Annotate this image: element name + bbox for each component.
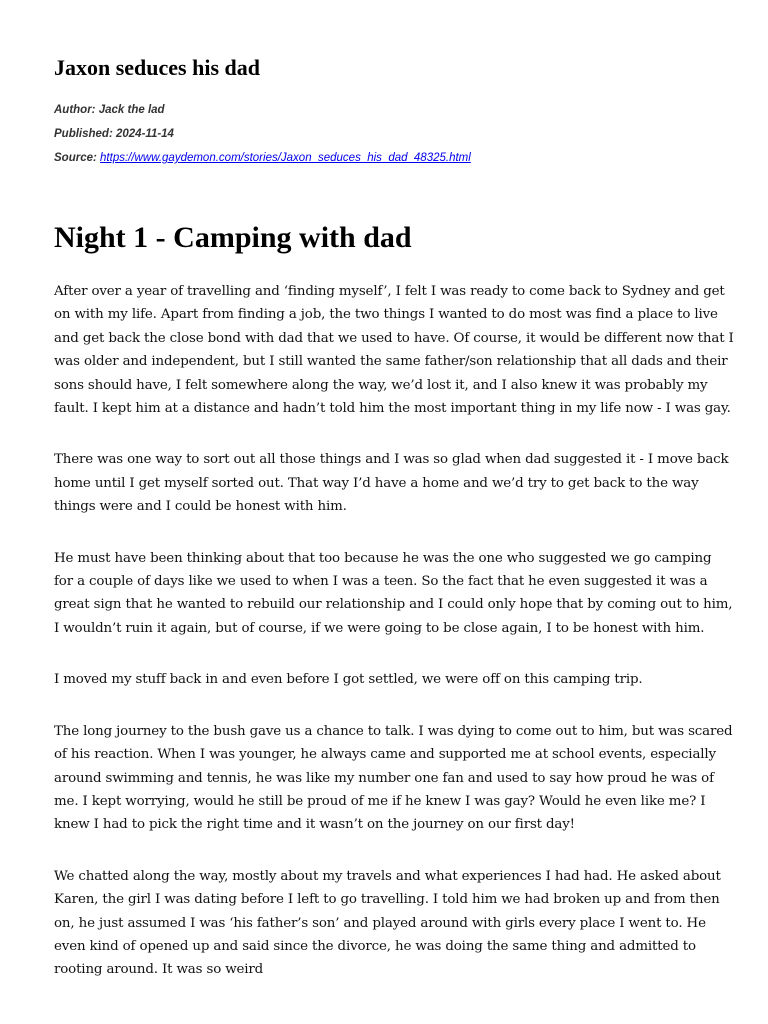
story-paragraph: I moved my stuff back in and even before I got settled, we were off on this camping trip. bbox=[54, 672, 643, 688]
story-paragraph: After over a year of travelling and ‘finding myself’, I felt I was ready to come back to Sydney and get on with my life. Apart from finding a job, the two things I wanted to do most was find a place to live and get back the close bond with dad that we used to have. Of course, it would be different now that I was older and independent, but I still wanted the same father/son relationship that all dads and their sons should have, I felt somewhere along the way, we’d lost it, and I also knew it was probably my fault. I kept him at a distance and hadn’t told him the most important thing in my life now - I was gay. bbox=[54, 284, 734, 417]
story-paragraph: We chatted along the way, mostly about my travels and what experiences I had had. He asked about Karen, the girl I was dating before I left to go travelling. I told him we had broken up and from then on, he just assumed I was ‘his father’s son’ and played around with girls every place I went to. He even kind of opened up and said since the divorce, he was doing the same thing and admitted to rooting around. It was so weird bbox=[54, 868, 721, 978]
published-line bbox=[54, 126, 174, 142]
story-title: Jaxon seduces his dad bbox=[54, 55, 261, 80]
source-line bbox=[54, 150, 471, 166]
story-paragraph: The long journey to the bush gave us a chance to talk. I was dying to come out to him, but was scared of his reaction. When I was younger, he always came and supported me at school events, especially around swimming and tennis, he was like my number one fan and used to say how proud he was of me. I kept worrying, would he still be proud of me if he knew I was gay? Would he even like me? I knew I had to pick the right time and it wasn’t on the journey on our first day! bbox=[54, 723, 733, 833]
author-line bbox=[54, 102, 165, 118]
story-body bbox=[54, 280, 734, 1010]
story-paragraph: There was one way to sort out all those things and I was so glad when dad suggested it - I move back home until I get myself sorted out. That way I’d have a home and we’d try to get back to the way things were and I could be honest with him. bbox=[54, 452, 729, 515]
published-value: 2024-11-14 bbox=[115, 128, 174, 140]
published-label: Published: bbox=[54, 128, 113, 140]
author-value: Jack the lad bbox=[98, 104, 165, 116]
chapter-title: Night 1 - Camping with dad bbox=[54, 221, 412, 254]
source-label: Source: bbox=[54, 152, 97, 164]
story-paragraph: He must have been thinking about that too because he was the one who suggested we go camping for a couple of days like we used to when I was a teen. So the fact that he even suggested it was a great sign that he wanted to rebuild our relationship and I could only hope that by coming out to him, I wouldn’t ruin it again, but of course, if we were going to be close again, I to be honest with him. bbox=[54, 550, 733, 636]
source-link[interactable]: https://www.gaydemon.com/stories/Jaxon_seduces_his_dad_48325.html bbox=[100, 152, 471, 164]
author-label: Author: bbox=[54, 104, 96, 116]
